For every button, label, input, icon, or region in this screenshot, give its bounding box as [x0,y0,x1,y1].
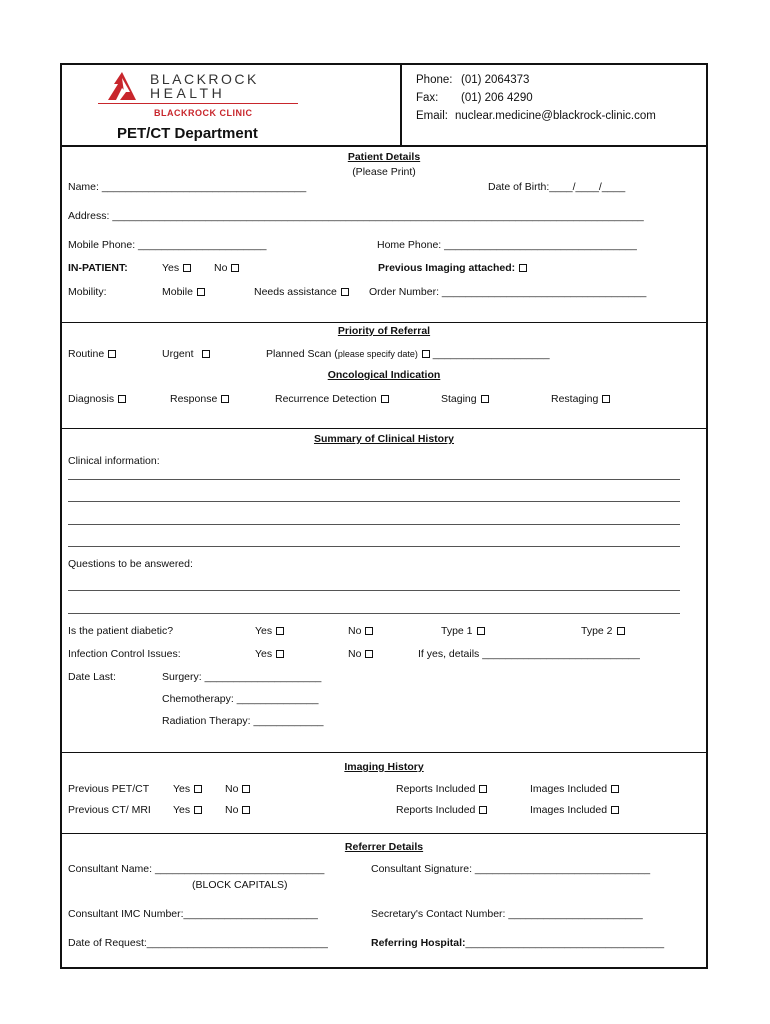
type1-label: Type 1 [441,625,473,637]
referring-hospital-line: __________________________________ [465,937,665,949]
infection-label: Infection Control Issues: [68,648,181,660]
onc-restaging[interactable] [551,393,610,405]
patient-heading: Patient Details [347,151,421,163]
header-bottom-rule [62,145,706,147]
inpatient-no-label: No [214,262,228,274]
recurrence-label: Recurrence Detection [275,393,377,405]
diabetic-type2[interactable] [581,625,625,637]
diagnosis-label: Diagnosis [68,393,115,405]
header-divider [400,63,402,146]
planned-note: please specify date) [337,349,418,359]
checkbox[interactable] [617,627,625,635]
planned-label: Planned Scan ( [266,348,338,360]
prev-ctmri-label: Previous CT/ MRI [68,804,151,816]
planned-date-line: ____________________ [432,348,550,360]
date-of-request-field[interactable]: Date of Request:_______________________________ [68,937,328,949]
chemotherapy-field[interactable]: Chemotherapy: ______________ [162,693,319,705]
ctmri-yes[interactable] [173,804,202,816]
referrer-heading: Referrer Details [344,841,424,853]
priority-routine[interactable] [68,348,116,360]
fax-label: Fax: [416,92,439,104]
infection-details-field[interactable]: If yes, details ___________________________ [418,648,640,660]
checkbox[interactable] [479,806,487,814]
secretary-contact-field[interactable]: Secretary's Contact Number: _______________________ [371,908,643,920]
logo-line3: BLACKROCK CLINIC [154,108,253,118]
petct-yes[interactable] [173,783,202,795]
mobility-mobile[interactable] [162,286,205,298]
ctmri-no-label: No [225,804,239,816]
mobility-label: Mobility: [68,286,107,298]
date-last-label: Date Last: [68,671,116,683]
priority-urgent[interactable] [162,348,210,360]
checkbox[interactable] [602,395,610,403]
mobile-phone-field[interactable]: Mobile Phone: ______________________ [68,239,267,251]
phone-value: (01) 2064373 [461,74,530,86]
questions-label: Questions to be answered: [68,558,193,570]
petct-no[interactable] [225,783,250,795]
checkbox[interactable] [519,264,527,272]
checkbox[interactable] [365,650,373,658]
mobility-mobile-label: Mobile [162,286,193,298]
inpatient-no[interactable] [214,262,239,274]
infection-no-label: No [348,648,362,660]
checkbox[interactable] [611,806,619,814]
clinical-heading: Summary of Clinical History [313,433,455,445]
consultant-signature-field[interactable]: Consultant Signature: ______________________________ [371,863,651,875]
restaging-label: Restaging [551,393,599,405]
address-field[interactable]: Address: ___________________________________________________________________________________________ [68,210,644,222]
onc-recurrence[interactable] [275,393,389,405]
ctmri-images[interactable] [530,804,619,816]
phone-label: Phone: [416,74,453,86]
previous-imaging-attached[interactable] [378,262,527,274]
checkbox[interactable] [242,785,250,793]
oncology-heading: Oncological Indication [327,369,441,381]
questions-line[interactable] [68,590,680,591]
response-label: Response [170,393,218,405]
checkbox[interactable] [221,395,229,403]
name-field[interactable]: Name: ___________________________________ [68,181,307,193]
mobility-needs-assistance[interactable] [254,286,349,298]
referring-hospital-field[interactable] [371,937,664,949]
ctmri-reports[interactable] [396,804,487,816]
checkbox[interactable] [477,627,485,635]
questions-line[interactable] [68,613,680,614]
priority-heading: Priority of Referral [337,325,431,337]
checkbox[interactable] [202,350,210,358]
ctmri-yes-label: Yes [173,804,191,816]
inpatient-yes-label: Yes [162,262,180,274]
diabetic-yes[interactable] [255,625,284,637]
home-phone-field[interactable]: Home Phone: _________________________________ [377,239,637,251]
block-capitals-note: (BLOCK CAPITALS) [192,879,288,891]
onc-diagnosis[interactable] [68,393,126,405]
clinical-info-line[interactable] [68,479,680,480]
checkbox[interactable] [276,650,284,658]
infection-yes[interactable] [255,648,284,660]
section-rule-1 [62,322,706,323]
checkbox[interactable] [422,350,430,358]
imaging-heading: Imaging History [344,761,424,773]
department-title: PET/CT Department [117,125,258,142]
petct-images[interactable] [530,783,619,795]
clinical-info-line[interactable] [68,524,680,525]
images-label: Images Included [530,804,608,816]
checkbox[interactable] [183,264,191,272]
checkbox[interactable] [231,264,239,272]
patient-subheading: (Please Print) [352,166,416,178]
checkbox[interactable] [611,785,619,793]
checkbox[interactable] [481,395,489,403]
infection-yes-label: Yes [255,648,273,660]
reports-label: Reports Included [396,783,476,795]
diabetic-no[interactable] [348,625,373,637]
checkbox[interactable] [108,350,116,358]
referring-hospital-label: Referring Hospital: [371,937,466,949]
logo-line1: BLACKROCK [150,71,259,87]
clinical-info-label: Clinical information: [68,455,160,467]
onc-response[interactable] [170,393,229,405]
staging-label: Staging [441,393,477,405]
diabetic-type1[interactable] [441,625,485,637]
clinical-info-line[interactable] [68,501,680,502]
dob-field[interactable]: Date of Birth:____/____/____ [488,181,626,193]
urgent-label: Urgent [162,348,194,360]
order-number-field[interactable]: Order Number: ___________________________________ [369,286,647,298]
diabetic-yes-label: Yes [255,625,273,637]
section-rule-4 [62,833,706,834]
surgery-field[interactable]: Surgery: ____________________ [162,671,322,683]
petct-no-label: No [225,783,239,795]
logo-rule [98,103,298,104]
petct-reports[interactable] [396,783,487,795]
inpatient-yes[interactable] [162,262,191,274]
email-value: nuclear.medicine@blackrock-clinic.com [455,110,656,122]
priority-planned[interactable] [266,348,550,360]
checkbox[interactable] [381,395,389,403]
routine-label: Routine [68,348,105,360]
consultant-name-field[interactable]: Consultant Name: _____________________________ [68,863,325,875]
inpatient-label: IN-PATIENT: [68,262,128,274]
checkbox[interactable] [194,785,202,793]
diabetic-label: Is the patient diabetic? [68,625,174,637]
reports-label: Reports Included [396,804,476,816]
checkbox[interactable] [479,785,487,793]
fax-value: (01) 206 4290 [461,92,533,104]
logo [98,70,298,122]
section-rule-2 [62,428,706,429]
imc-number-field[interactable]: Consultant IMC Number:_______________________ [68,908,318,920]
logo-mark-icon [100,70,144,104]
ctmri-no[interactable] [225,804,250,816]
petct-yes-label: Yes [173,783,191,795]
images-label: Images Included [530,783,608,795]
logo-line2: HEALTH [150,85,226,101]
checkbox[interactable] [118,395,126,403]
email-label: Email: [416,110,448,122]
checkbox[interactable] [242,806,250,814]
needs-assistance-label: Needs assistance [254,286,337,298]
checkbox[interactable] [276,627,284,635]
clinical-info-line[interactable] [68,546,680,547]
radiation-field[interactable]: Radiation Therapy: ____________ [162,715,324,727]
prev-petct-label: Previous PET/CT [68,783,150,795]
previous-imaging-label: Previous Imaging attached: [378,262,516,274]
infection-no[interactable] [348,648,373,660]
checkbox[interactable] [365,627,373,635]
onc-staging[interactable] [441,393,489,405]
section-rule-3 [62,752,706,753]
checkbox[interactable] [194,806,202,814]
checkbox[interactable] [341,288,349,296]
type2-label: Type 2 [581,625,613,637]
diabetic-no-label: No [348,625,362,637]
checkbox[interactable] [197,288,205,296]
